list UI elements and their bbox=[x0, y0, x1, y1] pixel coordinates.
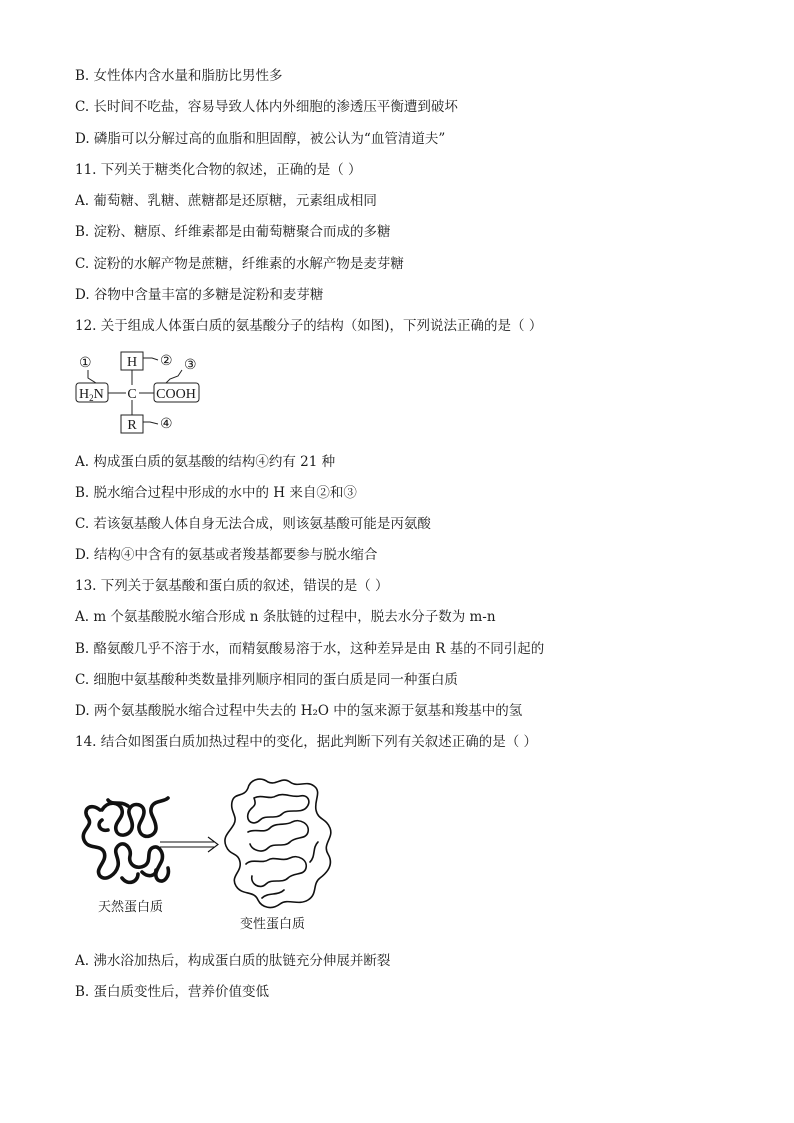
option-11b: B. 淀粉、糖原、纤维素都是由葡萄糖聚合而成的多糖 bbox=[75, 224, 391, 240]
option-13d: D. 两个氨基酸脱水缩合过程中失去的 H₂O 中的氢来源于氨基和羧基中的氢 bbox=[75, 703, 523, 719]
question-12: 12. 关于组成人体蛋白质的氨基酸分子的结构（如图)，下列说法正确的是（ ） bbox=[75, 318, 543, 334]
option-14a: A. 沸水浴加热后，构成蛋白质的肽链充分伸展并断裂 bbox=[75, 953, 391, 969]
option-13c: C. 细胞中氨基酸种类数量排列顺序相同的蛋白质是同一种蛋白质 bbox=[75, 672, 458, 688]
option-10d: D. 磷脂可以分解过高的血脂和胆固醇，被公认为“血管清道夫” bbox=[75, 131, 446, 147]
group-cooh: COOH bbox=[156, 387, 196, 402]
option-13b: B. 酪氨酸几乎不溶于水，而精氨酸易溶于水，这种差异是由 R 基的不同引起的 bbox=[75, 641, 545, 657]
protein-denaturation-figure bbox=[72, 770, 362, 935]
option-12a: A. 构成蛋白质的氨基酸的结构④约有 21 种 bbox=[75, 454, 336, 470]
label-circled-2: ② bbox=[160, 354, 173, 369]
group-h2n: $H_2N$ bbox=[79, 387, 104, 403]
question-13: 13. 下列关于氨基酸和蛋白质的叙述，错误的是（ ） bbox=[75, 578, 389, 594]
question-11: 11. 下列关于糖类化合物的叙述，正确的是（ ） bbox=[75, 162, 362, 178]
option-10c: C. 长时间不吃盐，容易导致人体内外细胞的渗透压平衡遭到破坏 bbox=[75, 99, 458, 115]
option-11c: C. 淀粉的水解产物是蔗糖，纤维素的水解产物是麦芽糖 bbox=[75, 256, 404, 272]
option-13a: A. m 个氨基酸脱水缩合形成 n 条肽链的过程中，脱去水分子数为 m-n bbox=[75, 609, 496, 625]
native-protein-label: 天然蛋白质 bbox=[98, 900, 164, 915]
denatured-protein-label: 变性蛋白质 bbox=[240, 917, 306, 932]
label-circled-4: ④ bbox=[160, 417, 173, 432]
option-14b: B. 蛋白质变性后，营养价值变低 bbox=[75, 984, 270, 1000]
option-11a: A. 葡萄糖、乳糖、蔗糖都是还原糖，元素组成相同 bbox=[75, 193, 377, 209]
denatured-protein-drawing bbox=[225, 779, 331, 907]
option-11d: D. 谷物中含量丰富的多糖是淀粉和麦芽糖 bbox=[75, 287, 324, 303]
amino-acid-structure-figure bbox=[74, 348, 214, 438]
double-arrow bbox=[160, 837, 218, 852]
atom-c: C bbox=[127, 387, 137, 402]
option-10b: B. 女性体内含水量和脂肪比男性多 bbox=[75, 68, 283, 84]
atom-h: H bbox=[126, 355, 138, 370]
native-protein-drawing bbox=[83, 798, 168, 882]
option-12d: D. 结构④中含有的氨基或者羧基都要参与脱水缩合 bbox=[75, 547, 378, 563]
option-12b: B. 脱水缩合过程中形成的水中的 H 来自②和③ bbox=[75, 485, 357, 501]
option-12c: C. 若该氨基酸人体自身无法合成，则该氨基酸可能是丙氨酸 bbox=[75, 516, 431, 532]
question-14: 14. 结合如图蛋白质加热过程中的变化，据此判断下列有关叙述正确的是（ ） bbox=[75, 734, 538, 750]
label-circled-1: ① bbox=[79, 356, 92, 371]
label-circled-3: ③ bbox=[184, 358, 197, 373]
group-r: R bbox=[127, 418, 137, 433]
